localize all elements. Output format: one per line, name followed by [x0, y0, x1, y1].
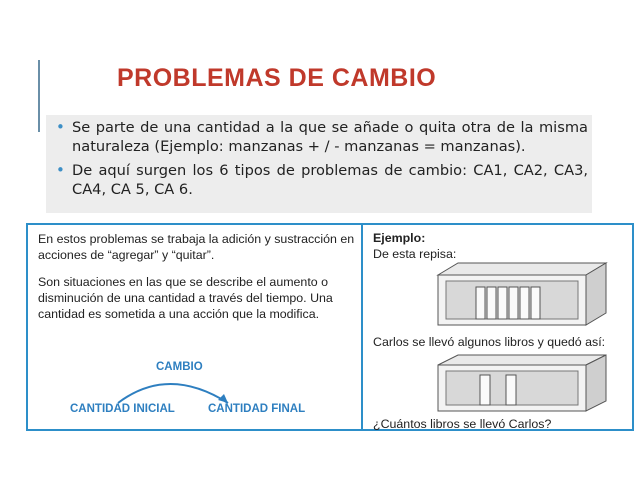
- slide-title: PROBLEMAS DE CAMBIO: [117, 64, 437, 92]
- example-title: Ejemplo:: [373, 231, 426, 245]
- bullet-item: [46, 161, 592, 199]
- explanation-paragraph: En estos problemas se trabaja la adición y sustracción en acciones de “agregar” y “quitar”.: [38, 232, 355, 262]
- example-line-2: Carlos se llevó algunos libros y quedó así:: [373, 335, 606, 349]
- explanation-paragraph: Son situaciones en las que se describe el aumento o disminución de una cantidad a través del tiempo. Una cantidad es sometida a una acción que la modifica.: [38, 275, 333, 321]
- example-line-1: De esta repisa:: [373, 247, 457, 261]
- bullet-text: De aquí surgen los 6 tipos de problemas de cambio: CA1, CA2, CA3, CA4, CA 5, CA 6.: [72, 162, 588, 198]
- end-quantity-label: CANTIDAD FINAL: [208, 403, 306, 415]
- example-figure: [26, 223, 634, 431]
- example-question: ¿Cuántos libros se llevó Carlos?: [373, 417, 552, 431]
- figure-divider: [361, 225, 363, 429]
- arrow-head-icon: [218, 394, 228, 403]
- accent-bar: [38, 60, 40, 132]
- bullet-list: [46, 115, 592, 213]
- bullet-marker: •: [56, 161, 65, 179]
- change-label: CAMBIO: [156, 361, 203, 373]
- curved-arrow-icon: [118, 384, 228, 403]
- change-diagram: [48, 355, 348, 425]
- explanation-column: [38, 231, 356, 333]
- bullet-item: [46, 118, 592, 156]
- bullet-text: Se parte de una cantidad a la que se añade o quita otra de la misma naturaleza (Ejemplo: manzanas + / - manzanas = manzanas).: [72, 119, 588, 155]
- bullet-marker: •: [56, 118, 65, 136]
- reduced-shelf-illustration: [428, 353, 608, 413]
- full-shelf-illustration: [428, 261, 608, 327]
- start-quantity-label: CANTIDAD INICIAL: [70, 403, 175, 415]
